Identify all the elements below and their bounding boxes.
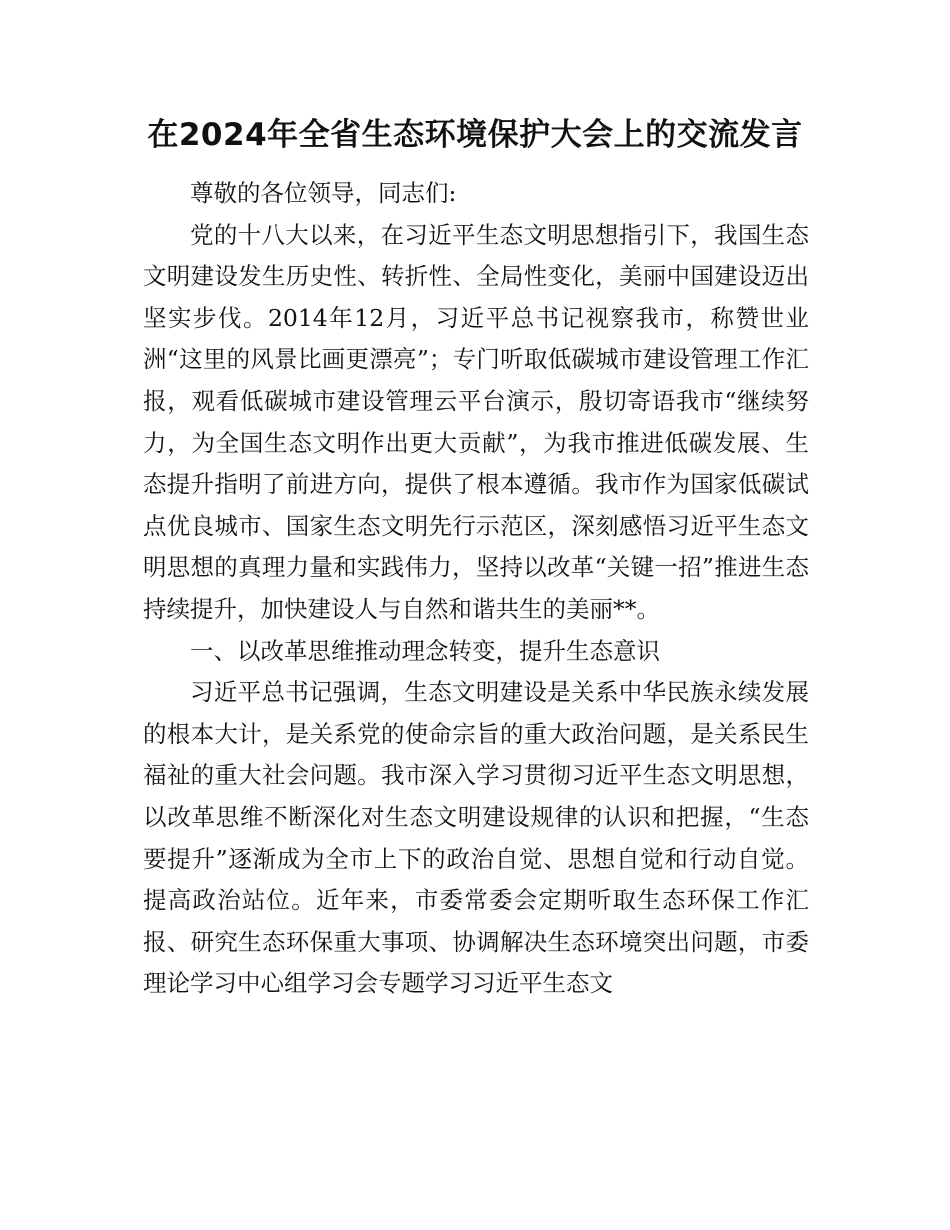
paragraph-intro: 党的十八大以来，在习近平生态文明思想指引下，我国生态文明建设发生历史性、转折性、全局性变化，美丽中国建设迈出坚实步伐。2014年12月，习近平总书记视察我市，称赞世业洲“这里的风景比画更漂亮”；专门听取低碳城市建设管理工作汇报，观看低碳城市建设管理云平台演示，殷切寄语我市“继续努力，为全国生态文明作出更大贡献”，为我市推进低碳发展、生态提升指明了前进方向，提供了根本遵循。我市作为国家低碳试点优良城市、国家生态文明先行示范区，深刻感悟习近平生态文明思想的真理力量和实践伟力，坚持以改革“关键一招”推进生态持续提升，加快建设人与自然和谐共生的美丽**。 [143, 220, 809, 623]
section-heading-1: 一、以改革思维推动理念转变，提升生态意识 [190, 636, 660, 665]
document-body [143, 173, 809, 1005]
paragraph-section-1: 习近平总书记强调，生态文明建设是关系中华民族永续发展的根本大计，是关系党的使命宗旨的重大政治问题，是关系民生福祉的重大社会问题。我市深入学习贯彻习近平生态文明思想，以改革思维不断深化对生态文明建设规律的认识和把握，“生态要提升”逐渐成为全市上下的政治自觉、思想自觉和行动自觉。提高政治站位。近年来，市委常委会定期听取生态环保工作汇报、研究生态环保重大事项、协调解决生态环境突出问题，市委理论学习中心组学习会专题学习习近平生态文 [143, 678, 809, 998]
document-title: 在2024年全省生态环境保护大会上的交流发言 [147, 117, 803, 153]
salutation: 尊敬的各位领导，同志们: [190, 179, 457, 207]
